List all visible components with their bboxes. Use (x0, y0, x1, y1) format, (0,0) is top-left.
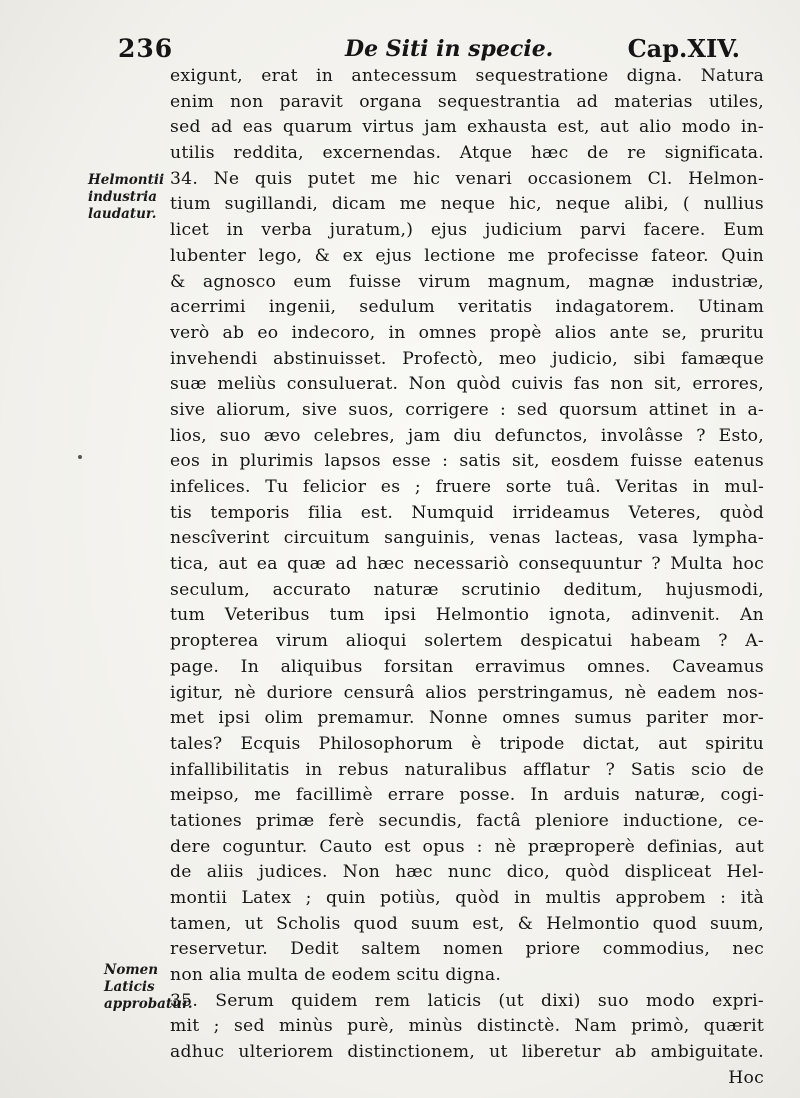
page-number: 236 (118, 34, 174, 63)
text-line: enim non paravit organa sequestrantia ad materias utiles, (170, 91, 764, 112)
margin-note-nomen-laticis: Nomen Laticis approbatur. (104, 962, 193, 1012)
text-line: acerrimi ingenii, sedulum veritatis indagatorem. Utinam (170, 297, 764, 318)
text-line: non alia multa de eodem scitu digna. (170, 965, 502, 986)
main-text-block (170, 64, 764, 1092)
text-line: mit ; sed minùs purè, minùs distinctè. Nam primò, quærit (170, 1016, 764, 1037)
text-line: montii Latex ; quin potiùs, quòd in multis approbem : ità (170, 888, 764, 908)
text-line: igitur, nè duriore censurâ alios perstringamus, nè eadem nos- (170, 682, 764, 703)
text-line: page. In aliquibus forsitan erravimus omnes. Caveamus (170, 656, 764, 677)
text-line: tis temporis filia est. Numquid irrideamus Veteres, quòd (170, 502, 764, 523)
text-line: meipso, me facillimè errare posse. In arduis naturæ, cogi- (170, 785, 764, 806)
chapter-label: Cap.XIV. (627, 34, 740, 63)
ink-speck (78, 455, 82, 459)
text-line: suæ meliùs consuluerat. Non quòd cuivis fas non sit, errores, (170, 374, 764, 395)
running-title: De Siti in specie. (345, 36, 554, 62)
catchword: Hoc (728, 1067, 764, 1088)
text-line: tica, aut ea quæ ad hæc necessariò consequuntur ? Multa hoc (170, 554, 764, 575)
text-line: eos in plurimis lapsos esse : satis sit, eosdem fuisse eatenus (170, 451, 764, 472)
text-line: lios, suo ævo celebres, jam diu defunctos, involâsse ? Esto, (170, 425, 764, 446)
text-line: infallibilitatis in rebus naturalibus afflatur ? Satis scio de (170, 759, 764, 780)
text-line: seculum, accurato naturæ scrutinio deditum, hujusmodi, (170, 579, 764, 600)
text-line: tum Veteribus tum ipsi Helmontio ignota, adinvenit. An (170, 605, 764, 626)
text-line: sive aliorum, sive suos, corrigere : sed quorsum attinet in a- (170, 399, 764, 420)
text-line: sed ad eas quarum virtus jam exhausta est, aut alio modo in- (170, 117, 764, 138)
text-line: exigunt, erat in antecessum sequestratione digna. Natura (170, 66, 764, 86)
text-line: tales? Ecquis Philosophorum è tripode dictat, aut spiritu (170, 733, 764, 754)
text-line: propterea virum alioqui solertem despicatui habeam ? A- (170, 631, 764, 652)
margin-note-helmontii: Helmontii industria laudatur. (88, 172, 165, 222)
text-line: lubenter lego, & ex ejus lectione me profecisse fateor. Quin (170, 245, 764, 266)
text-line: tium sugillandi, dicam me neque hic, neque alibi, ( nullius (170, 194, 764, 215)
text-line: de aliis judices. Non hæc nunc dico, quòd displiceat Hel- (170, 862, 764, 883)
text-line: & agnosco eum fuisse virum magnum, magnæ industriæ, (170, 271, 764, 292)
text-line: 35. Serum quidem rem laticis (ut dixi) suo modo expri- (170, 990, 764, 1011)
text-line: dere coguntur. Cauto est opus : nè præproperè definias, aut (170, 836, 764, 857)
text-line: utilis reddita, excernendas. Atque hæc de re significata. (170, 143, 764, 164)
text-line: adhuc ulteriorem distinctionem, ut liberetur ab ambiguitate. (170, 1042, 764, 1063)
text-line: invehendi abstinuisset. Profectò, meo judicio, sibi famæque (170, 348, 764, 369)
text-line: nescîverint circuitum sanguinis, venas lacteas, vasa lympha- (170, 528, 764, 549)
text-line: tamen, ut Scholis quod suum est, & Helmontio quod suum, (170, 913, 764, 934)
text-line: met ipsi olim premamur. Nonne omnes sumus pariter mor- (170, 708, 764, 729)
text-line: 34. Ne quis putet me hic venari occasionem Cl. Helmon- (170, 168, 764, 189)
text-line: licet in verba juratum,) ejus judicium parvi facere. Eum (170, 220, 764, 241)
text-line: infelices. Tu felicior es ; fruere sorte tuâ. Veritas in mul- (170, 477, 764, 497)
text-line: reservetur. Dedit saltem nomen priore commodius, nec (170, 939, 764, 960)
text-line: verò ab eo indecoro, in omnes propè alios ante se, pruritu (170, 322, 764, 343)
text-line: tationes primæ ferè secundis, factâ pleniore inductione, ce- (170, 810, 764, 831)
running-head (0, 34, 800, 66)
